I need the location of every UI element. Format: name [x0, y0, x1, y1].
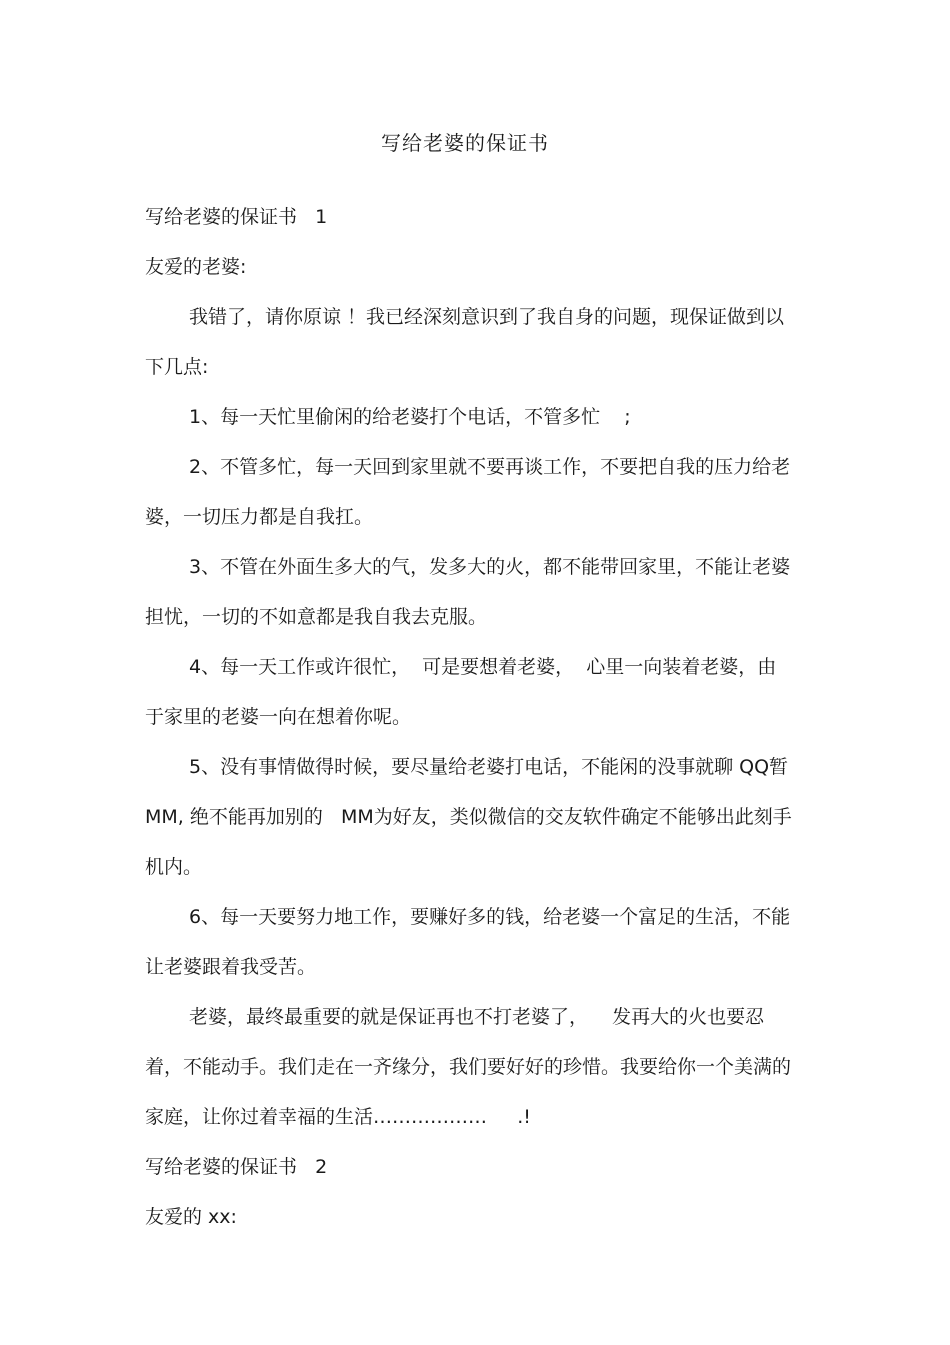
- promise-item-6: 6、每一天要努力地工作，要赚好多的钱，给老婆一个富足的生活，不能让老婆跟着我受苦。: [145, 906, 791, 978]
- promise-item-3: 3、不管在外面生多大的气，发多大的火，都不能带回家里，不能让老婆担忧，一切的不如意都是我自我去克服。: [145, 556, 791, 628]
- salutation-1: 友爱的老婆:: [145, 256, 247, 278]
- intro-paragraph: 我错了，请你原谅 ！我已经深刻意识到了我自身的问题，现保证做到以下几点:: [145, 306, 785, 378]
- closing-paragraph: 老婆，最终最重要的就是保证再也不打老婆了， 发再大的火也要忍着，不能动手。我们走在一齐缘分，我们要好好的珍惜。我要给你一个美满的家庭，让你过着幸福的生活……………… .!: [145, 1006, 792, 1128]
- promise-item-4: 4、每一天工作或许很忙， 可是要想着老婆， 心里一向装着老婆，由于家里的老婆一向在想着你呢。: [145, 656, 777, 728]
- document-title: 写给老婆的保证书: [381, 131, 549, 155]
- promise-item-1: 1、每一天忙里偷闲的给老婆打个电话，不管多忙 ;: [189, 406, 631, 428]
- promise-item-2: 2、不管多忙，每一天回到家里就不要再谈工作，不要把自我的压力给老婆，一切压力都是自我扛。: [145, 456, 791, 528]
- section-heading-1: 写给老婆的保证书 1: [145, 206, 328, 228]
- section-heading-2: 写给老婆的保证书 2: [145, 1156, 328, 1178]
- salutation-2: 友爱的 xx:: [145, 1206, 237, 1228]
- promise-item-5: 5、没有事情做得时候，要尽量给老婆打电话，不能闲的没事就聊 QQ暂 MM, 绝不能再加别的 MM为好友，类似微信的交友软件确定不能够出此刻手机内。: [145, 756, 795, 878]
- document-body: [145, 192, 795, 1242]
